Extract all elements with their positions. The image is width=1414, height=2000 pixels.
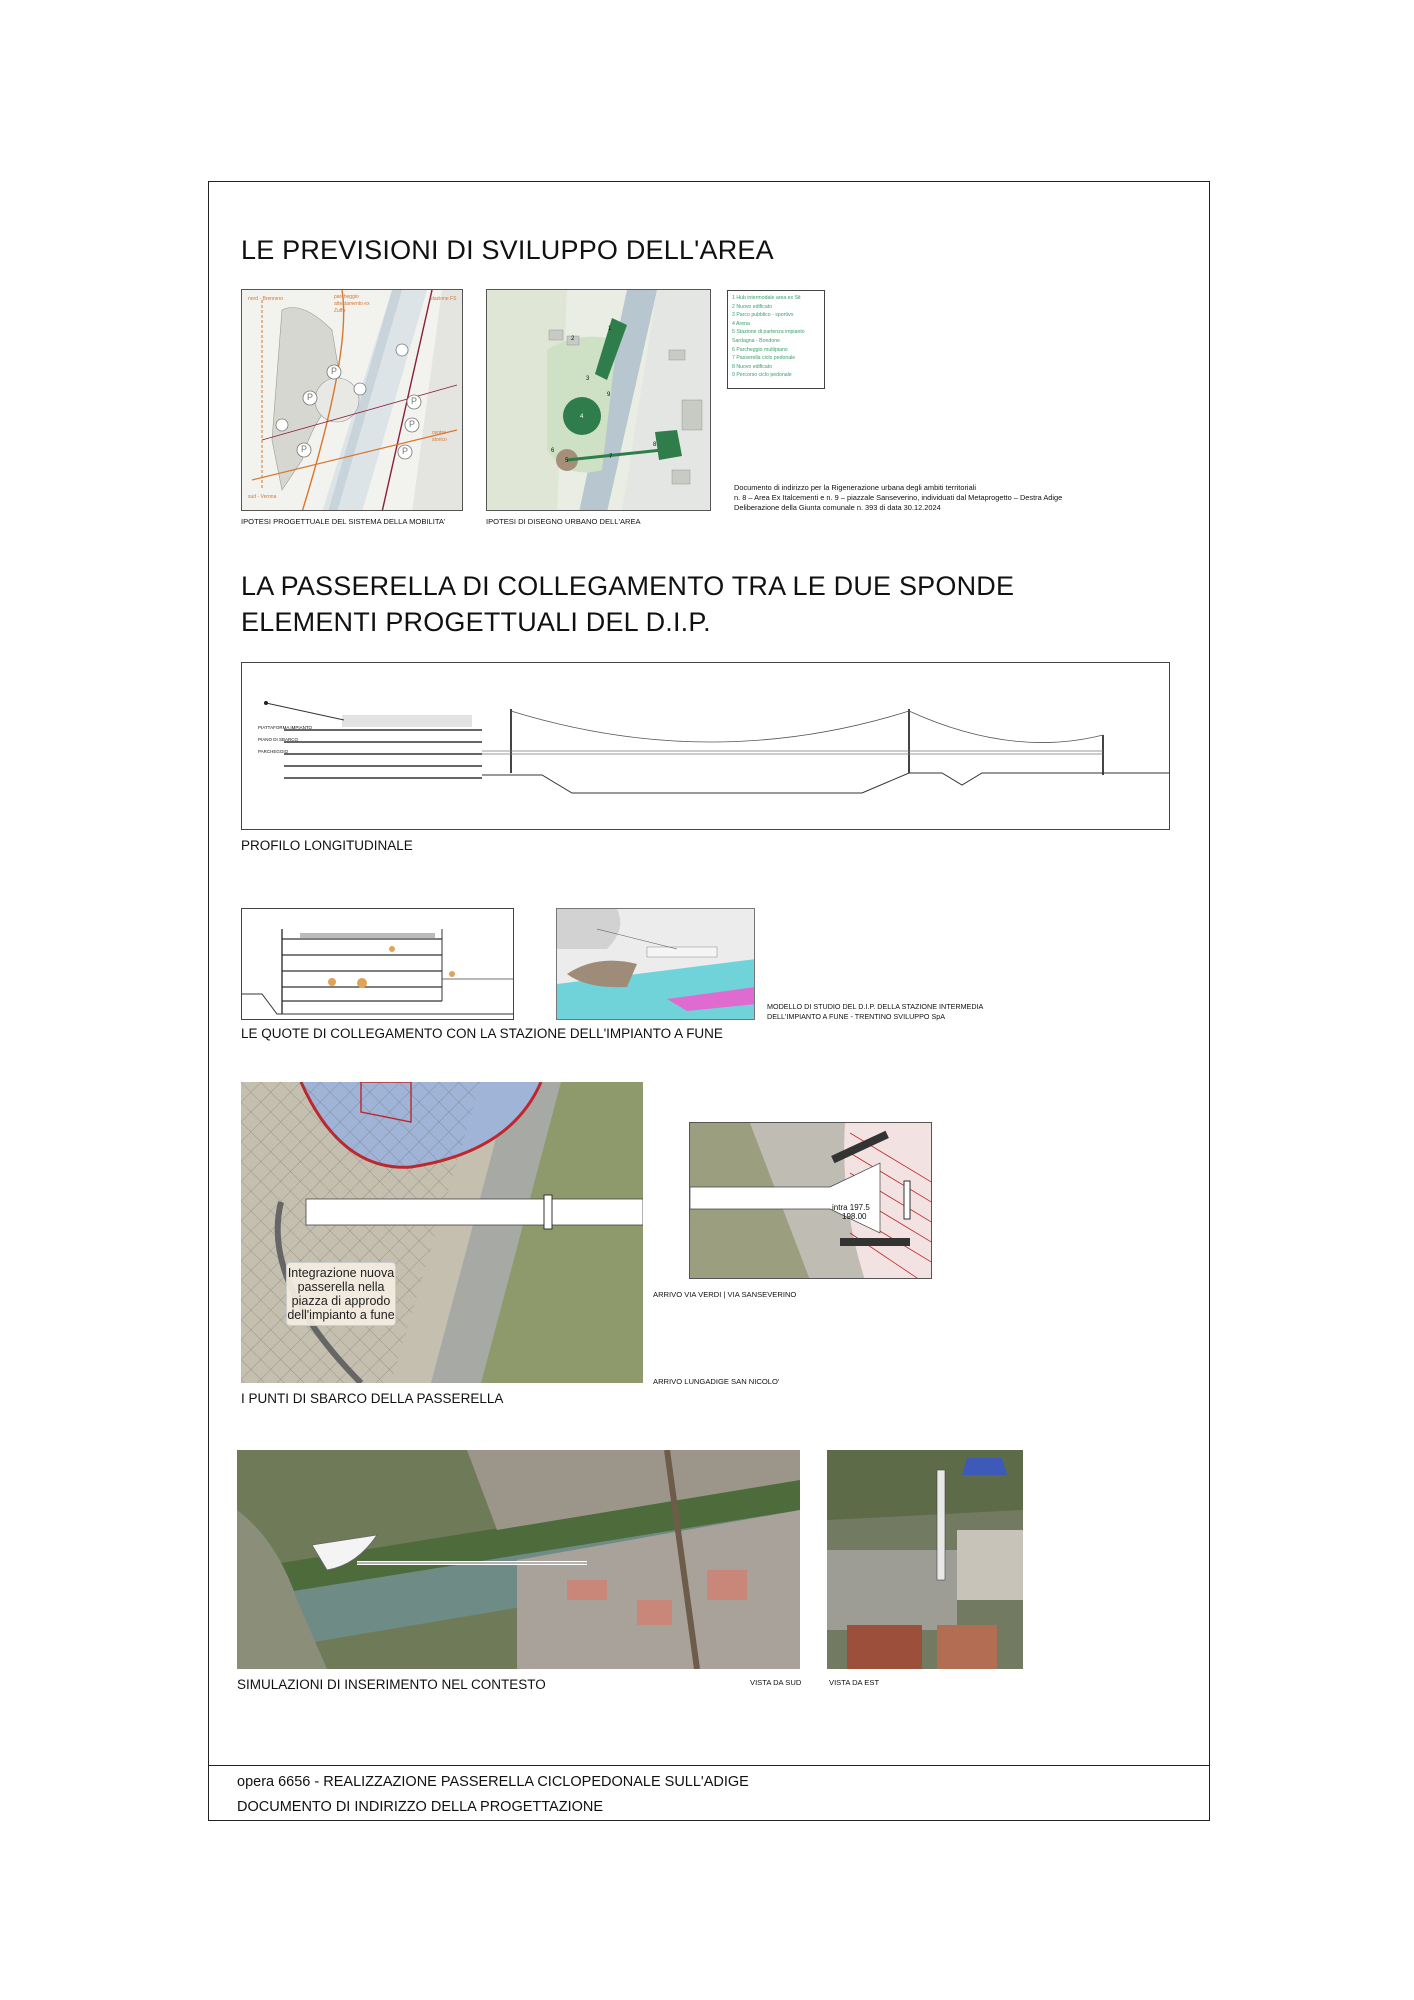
map-number: 6 (551, 448, 555, 454)
station-model-render (556, 908, 755, 1020)
legend-item: 2 Nuovo edificato (732, 303, 773, 310)
map-number: 1 (608, 326, 612, 332)
legend-item: 1 Hub intermodale area ex Sit (732, 295, 801, 301)
footer-project-title: opera 6656 - REALIZZAZIONE PASSERELLA CICLOPEDONALE SULL'ADIGE (237, 1774, 749, 1790)
caption-landing-points: I PUNTI DI SBARCO DELLA PASSERELLA (241, 1391, 504, 1406)
legend-item: 5 Stazione di partenza impianto (732, 329, 805, 336)
map-label-parking: parcheggio attestamento ex Zuffo (334, 294, 370, 314)
landing-aerial-plan (241, 1082, 643, 1383)
caption-profile: PROFILO LONGITUDINALE (241, 838, 413, 853)
section-title-bridge: LA PASSERELLA DI COLLEGAMENTO TRA LE DUE SPONDE (241, 571, 1015, 601)
map-number: 2 (571, 336, 575, 342)
caption-station-levels: LE QUOTE DI COLLEGAMENTO CON LA STAZIONE DELL'IMPIANTO A FUNE (241, 1026, 723, 1041)
legend-item: 4 Arena (732, 320, 750, 327)
caption-mobility: IPOTESI PROGETTUALE DEL SISTEMA DELLA MOBILITA' (241, 517, 446, 526)
caption-urban-design: IPOTESI DI DISEGNO URBANO DELL'AREA (486, 517, 641, 526)
map-label-centre: centro storico (432, 430, 447, 443)
parking-symbol: P (409, 419, 416, 429)
urban-design-map (486, 289, 711, 511)
caption-model-line1: MODELLO DI STUDIO DEL D.I.P. DELLA STAZIONE INTERMEDIA (767, 1002, 984, 1011)
map-label-north: nord - Brennero (248, 296, 284, 302)
footer-document-title: DOCUMENTO DI INDIRIZZO DELLA PROGETTAZIONE (237, 1799, 604, 1815)
section-title-development: LE PREVISIONI DI SVILUPPO DELL'AREA (241, 235, 774, 265)
simulation-view-east (827, 1450, 1023, 1669)
legend-item: 8 Nuovo edificato (732, 363, 773, 370)
legend-item: 7 Passerella ciclo pedonale (732, 355, 796, 362)
profile-level-label: PIATTAFORMA IMPIANTO (258, 725, 313, 730)
caption-view-east: VISTA DA EST (829, 1678, 880, 1687)
profile-level-label: PIANO DI SBARCO (258, 737, 299, 742)
document-note-line: Deliberazione della Giunta comunale n. 393 di data 30.12.2024 (734, 503, 941, 512)
map-label-south: sud - Verona (248, 494, 277, 500)
urban-design-legend (727, 290, 825, 389)
caption-view-south: VISTA DA SUD (750, 1678, 802, 1687)
caption-model-line2: DELL'IMPIANTO A FUNE - TRENTINO SVILUPPO SpA (767, 1012, 946, 1021)
verdi-level-label: 198.00 (842, 1212, 867, 1221)
map-number: 7 (609, 454, 613, 460)
profile-level-label: PARCHEGGIO (258, 749, 289, 754)
legend-item: 3 Parco pubblico - sportivo (732, 312, 794, 319)
map-number: 8 (653, 442, 657, 448)
legend-item: 9 Percorso ciclo pedonale (732, 372, 792, 379)
caption-arrival-verdi: ARRIVO VIA VERDI | VIA SANSEVERINO (653, 1290, 797, 1299)
map-number: 9 (607, 392, 611, 398)
parking-symbol: P (402, 446, 409, 456)
document-note-line: n. 8 – Area Ex Italcementi e n. 9 – piazzale Sanseverino, individuati dal Metaprogetto – Destra Adige (734, 493, 1063, 502)
longitudinal-profile (241, 662, 1170, 830)
document-note (734, 483, 1062, 513)
landing-callout: Integrazione nuova passerella nella piazza di approdo dell'impianto a fune (286, 1262, 396, 1326)
station-levels-section (241, 908, 514, 1020)
footer-divider (208, 1765, 1210, 1766)
verdi-level-label: intra 197.5 (832, 1203, 870, 1212)
parking-symbol: P (331, 366, 338, 376)
parking-symbol: P (411, 396, 418, 406)
simulation-view-south (237, 1450, 800, 1669)
legend-item: 6 Parcheggio multipiano (732, 346, 788, 353)
legend-item: Sardagna - Bondone (732, 337, 780, 344)
parking-symbol: P (307, 392, 314, 402)
document-note-line: Documento di indirizzo per la Rigenerazione urbana degli ambiti territoriali (734, 483, 976, 492)
map-number: 4 (580, 414, 584, 420)
arrival-verdi-plan (689, 1122, 932, 1279)
parking-symbol: P (301, 444, 308, 454)
caption-simulations: SIMULAZIONI DI INSERIMENTO NEL CONTESTO (237, 1677, 546, 1692)
mobility-map (241, 289, 463, 511)
caption-arrival-lungadige: ARRIVO LUNGADIGE SAN NICOLO' (653, 1377, 780, 1386)
map-number: 3 (586, 376, 590, 382)
map-label-station: stazione FS (430, 296, 457, 302)
map-number: 5 (565, 458, 569, 464)
section-subtitle-bridge: ELEMENTI PROGETTUALI DEL D.I.P. (241, 607, 711, 637)
